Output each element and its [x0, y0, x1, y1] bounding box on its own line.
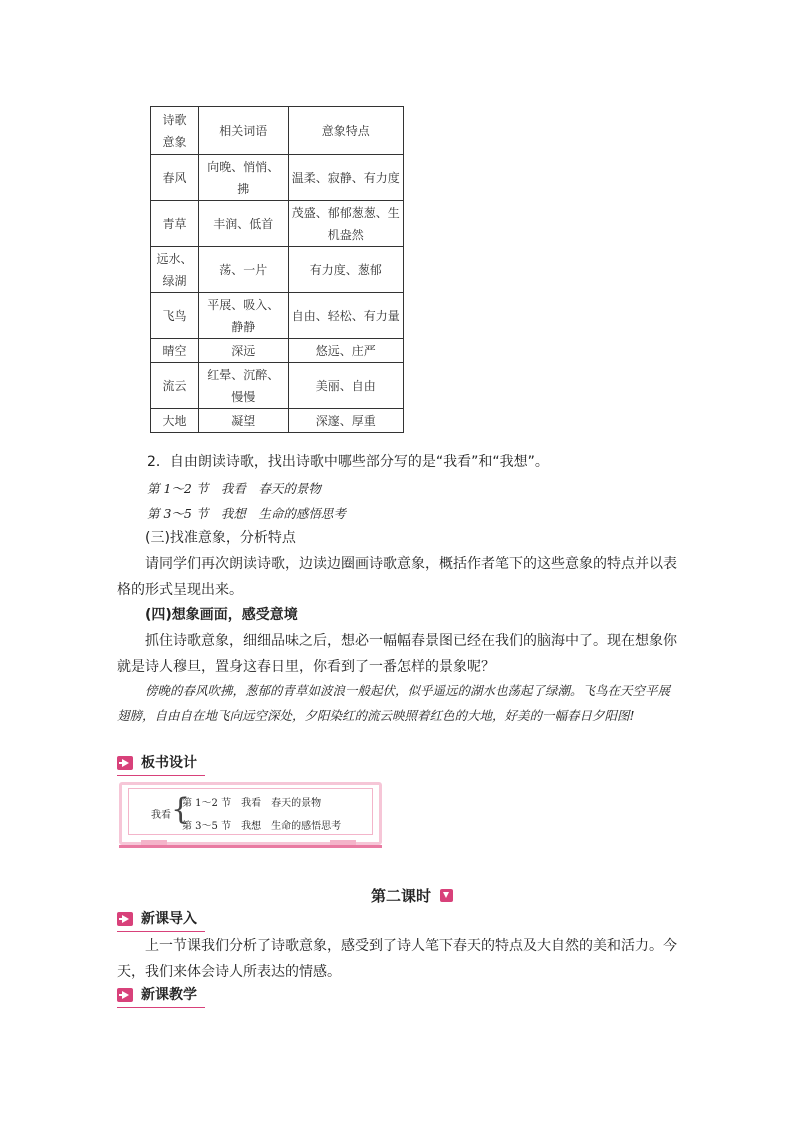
table-cell-words: 荡、一片 — [198, 247, 288, 293]
table-header-imagery: 诗歌意象 — [151, 107, 199, 155]
table-cell-words: 丰润、低首 — [198, 201, 288, 247]
part4-heading: (四)想象画面，感受意境 — [145, 607, 298, 623]
arrow-right-icon — [117, 912, 133, 926]
table-row — [151, 293, 404, 339]
section-header-intro — [117, 910, 205, 930]
lesson-title: 第二课时 — [371, 887, 432, 905]
table-cell-imagery: 青草 — [151, 201, 199, 247]
table-cell-features: 自由、轻松、有力量 — [288, 293, 403, 339]
board-branch-1: 第 1～2 节 我看 春天的景物 — [182, 798, 322, 809]
part4-text: 抓住诗歌意象，细细品味之后，想必一幅幅春景图已经在我们的脑海中了。现在想象你就是诗人穆旦，置身这春日里，你看到了一番怎样的景象呢？ — [117, 633, 677, 675]
table-cell-words: 深远 — [198, 339, 288, 363]
section-header-teaching — [117, 986, 205, 1006]
section-header-board — [117, 754, 205, 774]
table-cell-imagery: 春风 — [151, 155, 199, 201]
table-row — [151, 339, 404, 363]
arrow-right-icon — [117, 988, 133, 1002]
table-cell-features: 深邃、厚重 — [288, 409, 403, 433]
section-header-label: 新课教学 — [141, 987, 197, 1003]
table-cell-imagery: 飞鸟 — [151, 293, 199, 339]
answer-line-2: 第 3～5 节 我想 生命的感悟思考 — [147, 506, 346, 521]
table-cell-imagery: 流云 — [151, 363, 199, 409]
table-row — [151, 363, 404, 409]
table-cell-words: 红晕、沉醉、慢慢 — [198, 363, 288, 409]
table-cell-features: 悠远、庄严 — [288, 339, 403, 363]
table-cell-words: 向晚、悄悄、拂 — [198, 155, 288, 201]
part3-heading: (三)找准意象，分析特点 — [145, 530, 296, 546]
chevron-down-icon — [440, 889, 453, 902]
brace-symbol: { — [171, 792, 191, 827]
table-cell-words: 凝望 — [198, 409, 288, 433]
board-branch-2: 第 3～5 节 我想 生命的感悟思考 — [182, 821, 342, 832]
part3-text: 请同学们再次朗读诗歌，边读边圈画诗歌意象，概括作者笔下的这些意象的特点并以表格的形式呈现出来。 — [117, 556, 677, 598]
table-cell-features: 美丽、自由 — [288, 363, 403, 409]
table-cell-imagery: 晴空 — [151, 339, 199, 363]
table-cell-words: 平展、吸入、静静 — [198, 293, 288, 339]
intro-text: 上一节课我们分析了诗歌意象，感受到了诗人笔下春天的特点及大自然的美和活力。今天，我们来体会诗人所表达的情感。 — [117, 938, 677, 980]
imagery-table — [150, 106, 404, 433]
table-cell-imagery: 远水、绿湖 — [151, 247, 199, 293]
section-header-label: 板书设计 — [141, 755, 197, 771]
question-2: 2．自由朗读诗歌，找出诗歌中哪些部分写的是“我看”和“我想”。 — [147, 454, 549, 470]
table-row — [151, 201, 404, 247]
table-header-features: 意象特点 — [288, 107, 403, 155]
answer-line-1: 第 1～2 节 我看 春天的景物 — [147, 481, 321, 496]
table-row — [151, 409, 404, 433]
table-row — [151, 247, 404, 293]
table-cell-features: 温柔、寂静、有力度 — [288, 155, 403, 201]
section-header-label: 新课导入 — [141, 911, 197, 927]
table-cell-features: 茂盛、郁郁葱葱、生机盎然 — [288, 201, 403, 247]
table-cell-imagery: 大地 — [151, 409, 199, 433]
table-cell-features: 有力度、葱郁 — [288, 247, 403, 293]
board-design-box — [119, 782, 382, 845]
arrow-right-icon — [117, 756, 133, 770]
table-header-words: 相关词语 — [198, 107, 288, 155]
part4-answer: 傍晚的春风吹拂，葱郁的青草如波浪一般起伏，似乎遥远的湖水也荡起了绿潮。飞鸟在天空平展翅膀，自由自在地飞向远空深处，夕阳染红的流云映照着红色的大地，好美的一幅春日夕阳图! — [117, 683, 671, 723]
table-row — [151, 155, 404, 201]
board-root: 我看 — [151, 810, 171, 821]
